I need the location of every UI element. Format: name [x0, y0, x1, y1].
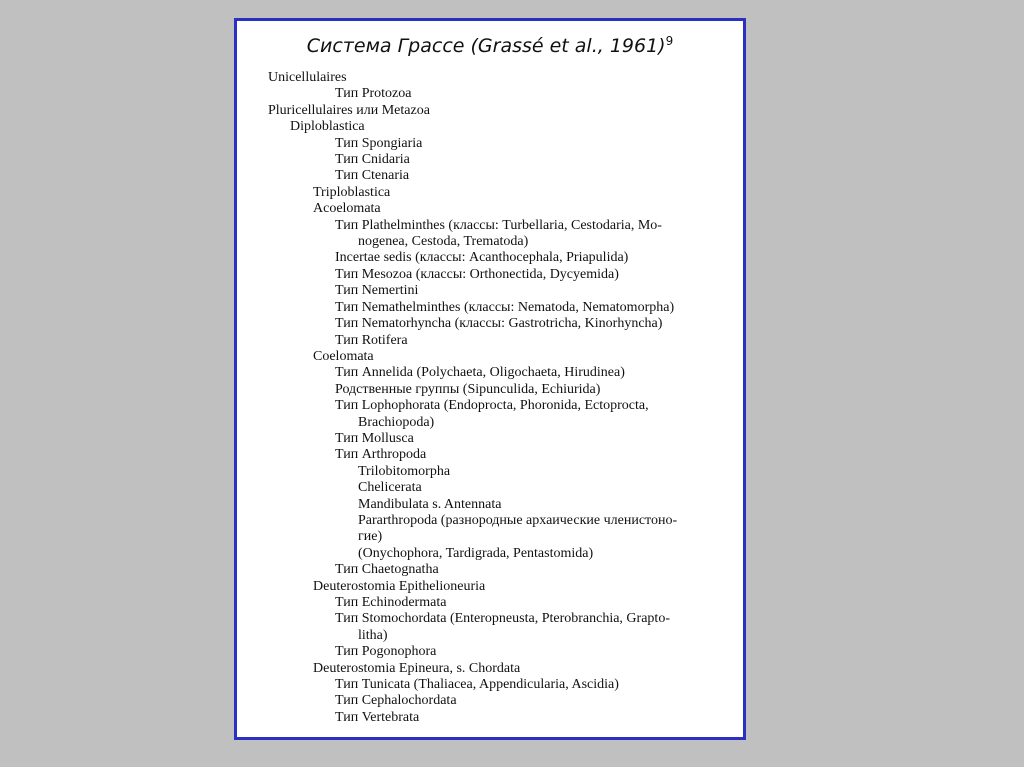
- title-text: Система Грассе (Grassé et al., 1961): [306, 35, 666, 57]
- taxonomy-line: Тип Vertebrata: [335, 709, 420, 725]
- taxonomy-line: Deuterostomia Epineura, s. Chordata: [313, 660, 521, 676]
- taxonomy-line: Тип Rotifera: [335, 332, 408, 348]
- taxonomy-line: Unicellulaires: [268, 70, 347, 85]
- taxonomy-line: Тип Pogonophora: [335, 644, 437, 660]
- footnote-marker: 9: [665, 34, 674, 48]
- taxonomy-line: Тип Cephalochordata: [335, 693, 457, 709]
- taxonomy-line: Тип Nematorhyncha (классы: Gastrotricha, Kinorhyncha): [335, 316, 663, 332]
- taxonomy-line: Тип Mesozoa (классы: Orthonectida, Dycyemida): [335, 266, 619, 282]
- taxonomy-line: litha): [358, 627, 388, 643]
- taxonomy-line: Coelomata: [313, 348, 374, 364]
- taxonomy-line: (Onychophora, Tardigrada, Pentastomida): [358, 545, 594, 561]
- slide-title: [237, 34, 743, 57]
- taxonomy-line: Тип Plathelminthes (классы: Turbellaria, Cestodaria, Mo-: [335, 217, 662, 233]
- taxonomy-line: Тип Tunicata (Thaliacea, Appendicularia, Ascidia): [335, 677, 619, 693]
- taxonomy-line: Тип Arthropoda: [335, 447, 427, 463]
- taxonomy-line: Incertae sedis (классы: Acanthocephala, Priapulida): [335, 250, 629, 266]
- taxonomy-line: Diploblastica: [290, 119, 365, 135]
- taxonomy-line: Chelicerata: [358, 480, 422, 496]
- taxonomy-line: Тип Stomochordata (Enteropneusta, Pterobranchia, Grapto-: [335, 611, 670, 627]
- taxonomy-line: Тип Nemathelminthes (классы: Nematoda, Nematomorpha): [335, 299, 675, 315]
- taxonomy-line: Тип Echinodermata: [335, 595, 447, 610]
- taxonomy-line: Pluricellulaires или Metazoa: [268, 102, 430, 118]
- taxonomy-line: Тип Mollusca: [335, 430, 414, 446]
- taxonomy-line: Pararthropoda (разнородные архаические членистоно-: [358, 512, 678, 528]
- taxonomy-line: гие): [358, 529, 383, 545]
- taxonomy-line: Тип Annelida (Polychaeta, Oligochaeta, Hirudinea): [335, 365, 625, 381]
- taxonomy-line: Тип Cnidaria: [335, 152, 410, 168]
- taxonomy-line: Тип Protozoa: [335, 86, 412, 102]
- slide-frame: [234, 18, 746, 740]
- taxonomy-list: [268, 70, 735, 726]
- taxonomy-line: nogenea, Cestoda, Trematoda): [358, 234, 529, 250]
- taxonomy-line: Тип Lophophorata (Endoprocta, Phoronida, Ectoprocta,: [335, 398, 649, 414]
- taxonomy-line: Тип Chaetognatha: [335, 562, 439, 578]
- taxonomy-line: Triploblastica: [313, 184, 391, 200]
- taxonomy-line: Тип Spongiaria: [335, 135, 423, 151]
- taxonomy-line: Mandibulata s. Antennata: [358, 496, 502, 512]
- taxonomy-line: Тип Ctenaria: [335, 168, 410, 184]
- taxonomy-line: Trilobitomorpha: [358, 463, 451, 479]
- taxonomy-line: Acoelomata: [313, 201, 381, 217]
- taxonomy-line: Deuterostomia Epithelioneuria: [313, 578, 486, 594]
- taxonomy-line: Тип Nemertini: [335, 283, 419, 299]
- taxonomy-line: Родственные группы (Sipunculida, Echiurida): [335, 381, 601, 397]
- taxonomy-line: Brachiopoda): [358, 414, 435, 430]
